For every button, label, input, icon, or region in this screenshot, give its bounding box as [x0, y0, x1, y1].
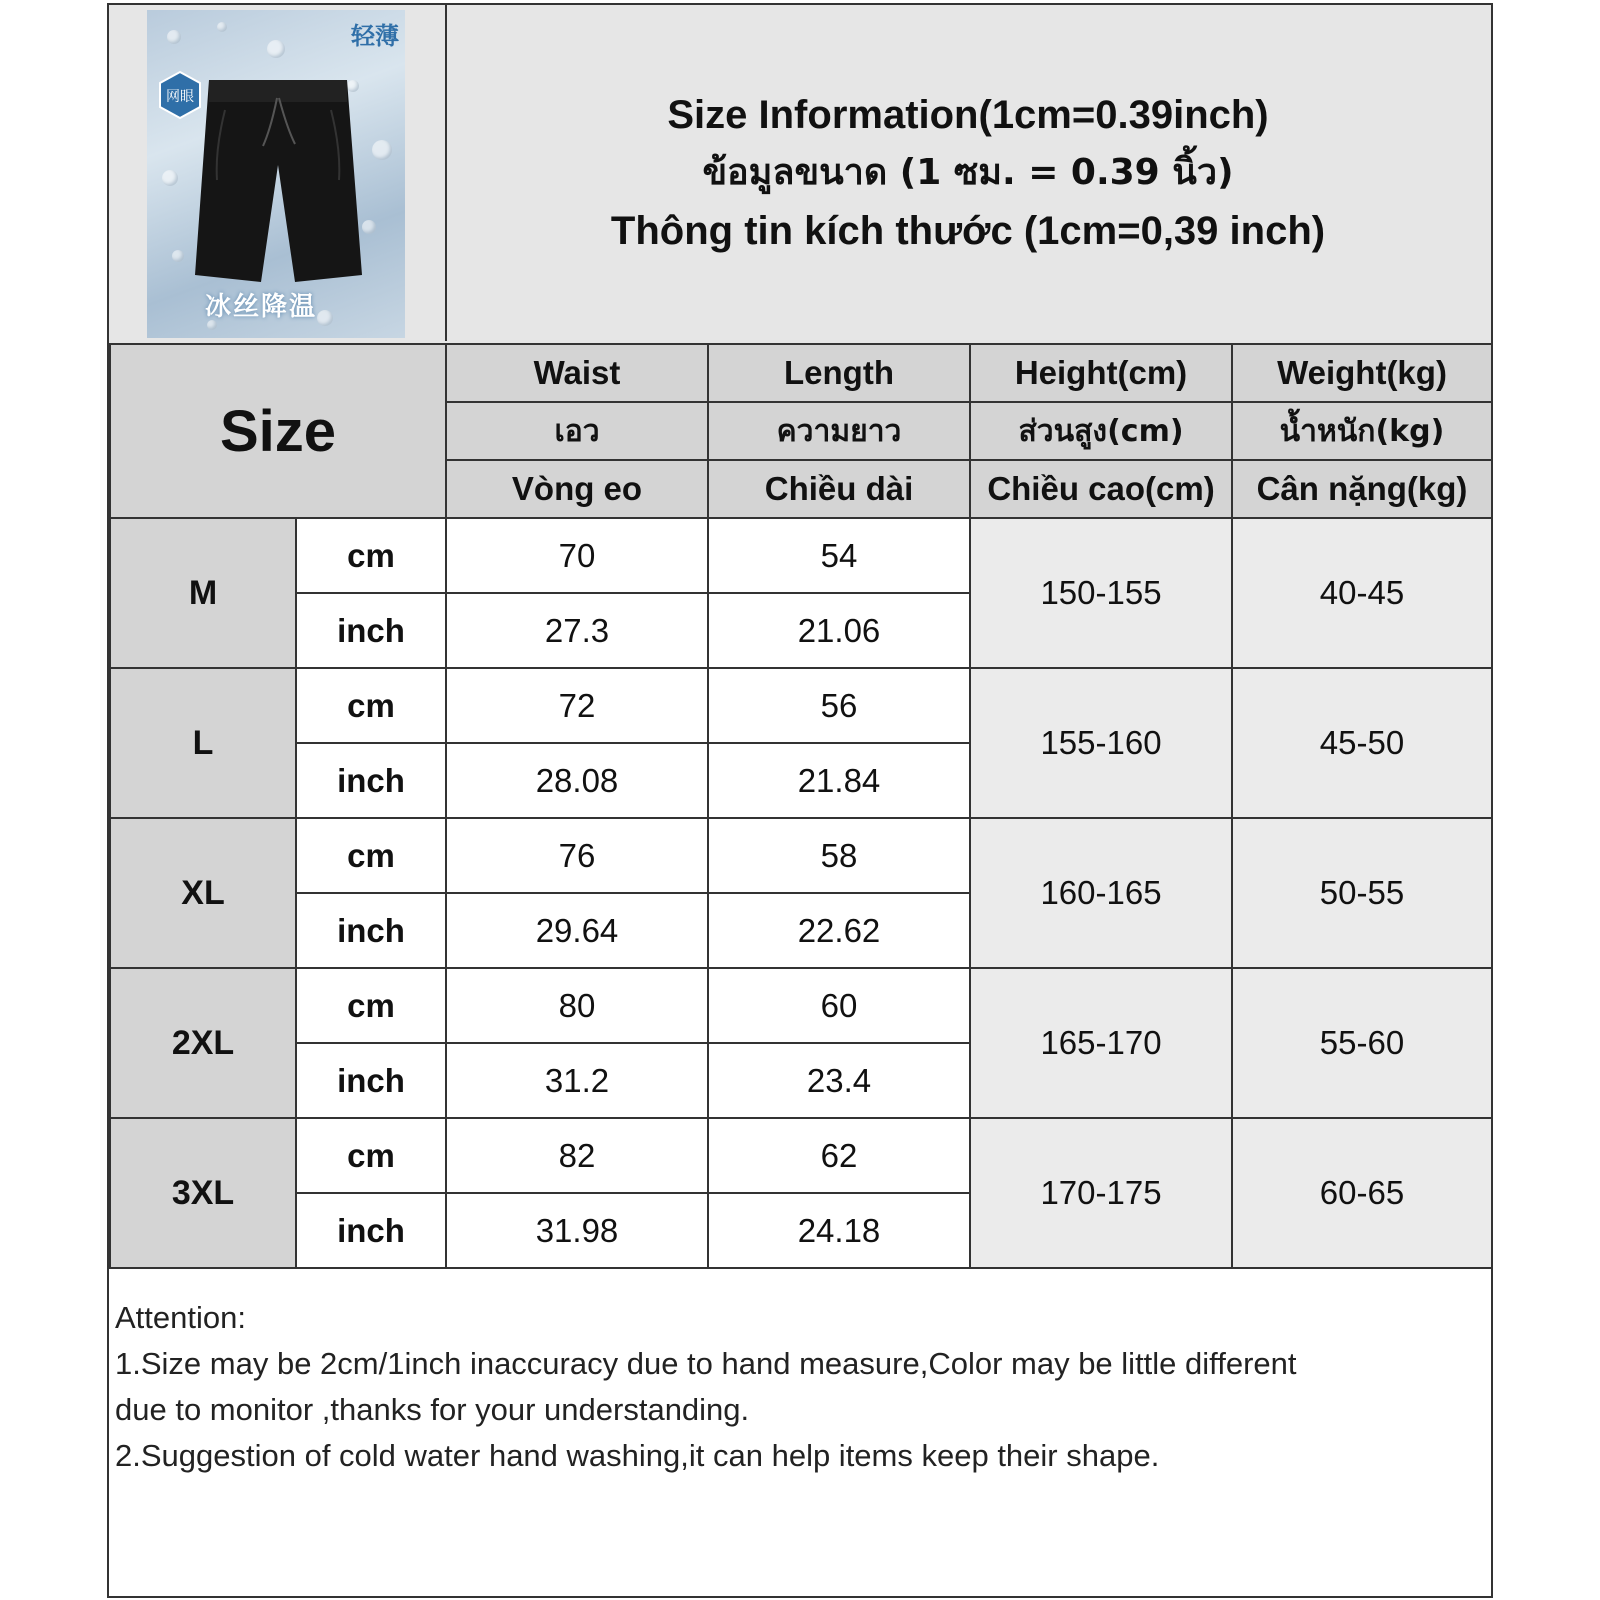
size-table	[109, 343, 1493, 1269]
col-weight-vi: Cân nặng(kg)	[1232, 460, 1492, 518]
col-weight-en: Weight(kg)	[1232, 344, 1492, 402]
title-block	[445, 5, 1491, 341]
col-height-vi: Chiều cao(cm)	[970, 460, 1232, 518]
table-row	[110, 818, 1492, 893]
waist-inch: 29.64	[446, 893, 708, 968]
unit-inch: inch	[296, 1193, 446, 1268]
size-label: 2XL	[110, 968, 296, 1118]
height-range: 155-160	[970, 668, 1232, 818]
ice-silk-tag: 冰丝降温	[205, 292, 318, 322]
size-label: XL	[110, 818, 296, 968]
waist-cm: 80	[446, 968, 708, 1043]
unit-cm: cm	[296, 668, 446, 743]
title-english: Size Information(1cm=0.39inch)	[667, 93, 1269, 137]
unit-cm: cm	[296, 968, 446, 1043]
unit-cm: cm	[296, 1118, 446, 1193]
unit-inch: inch	[296, 743, 446, 818]
length-inch: 24.18	[708, 1193, 970, 1268]
table-row	[110, 968, 1492, 1043]
length-cm: 60	[708, 968, 970, 1043]
length-cm: 58	[708, 818, 970, 893]
col-height-th: ส่วนสูง(cm)	[970, 402, 1232, 460]
length-inch: 23.4	[708, 1043, 970, 1118]
col-length-th: ความยาว	[708, 402, 970, 460]
water-drop-icon	[162, 170, 178, 186]
header-row-english	[110, 344, 1492, 402]
waist-inch: 28.08	[446, 743, 708, 818]
unit-inch: inch	[296, 1043, 446, 1118]
height-range: 160-165	[970, 818, 1232, 968]
table-row	[110, 518, 1492, 593]
water-drop-icon	[267, 40, 285, 58]
product-photo-cell	[109, 5, 447, 341]
lightweight-tag: 轻薄	[351, 22, 399, 50]
height-range: 170-175	[970, 1118, 1232, 1268]
chart-header	[109, 5, 1491, 345]
water-drop-icon	[167, 30, 181, 44]
table-row	[110, 1118, 1492, 1193]
height-range: 150-155	[970, 518, 1232, 668]
water-drop-icon	[317, 310, 333, 326]
col-waist-th: เอว	[446, 402, 708, 460]
size-chart	[107, 3, 1493, 1598]
weight-range: 55-60	[1232, 968, 1492, 1118]
height-range: 165-170	[970, 968, 1232, 1118]
note-1-line-1: 1.Size may be 2cm/1inch inaccuracy due to hand measure,Color may be little different	[115, 1346, 1297, 1381]
length-inch: 21.84	[708, 743, 970, 818]
water-drop-icon	[217, 22, 227, 32]
product-photo	[147, 10, 405, 338]
waist-inch: 31.2	[446, 1043, 708, 1118]
unit-cm: cm	[296, 818, 446, 893]
waist-inch: 31.98	[446, 1193, 708, 1268]
waist-cm: 76	[446, 818, 708, 893]
col-length-vi: Chiều dài	[708, 460, 970, 518]
title-thai: ข้อมูลขนาด (1 ซม. = 0.39 นิ้ว)	[702, 152, 1234, 193]
notes-heading: Attention:	[115, 1300, 246, 1335]
table-row	[110, 668, 1492, 743]
unit-inch: inch	[296, 593, 446, 668]
waist-cm: 82	[446, 1118, 708, 1193]
attention-notes	[115, 1295, 1485, 1479]
mesh-badge-label: 网眼	[166, 89, 194, 105]
length-cm: 54	[708, 518, 970, 593]
col-length-en: Length	[708, 344, 970, 402]
waist-inch: 27.3	[446, 593, 708, 668]
waist-cm: 70	[446, 518, 708, 593]
col-weight-th: น้ำหนัก(kg)	[1232, 402, 1492, 460]
unit-inch: inch	[296, 893, 446, 968]
col-height-en: Height(cm)	[970, 344, 1232, 402]
weight-range: 45-50	[1232, 668, 1492, 818]
size-label: L	[110, 668, 296, 818]
size-label: M	[110, 518, 296, 668]
note-2: 2.Suggestion of cold water hand washing,it can help items keep their shape.	[115, 1438, 1160, 1473]
length-inch: 21.06	[708, 593, 970, 668]
title-vietnamese: Thông tin kích thước (1cm=0,39 inch)	[610, 209, 1326, 253]
length-cm: 62	[708, 1118, 970, 1193]
weight-range: 60-65	[1232, 1118, 1492, 1268]
length-cm: 56	[708, 668, 970, 743]
unit-cm: cm	[296, 518, 446, 593]
weight-range: 40-45	[1232, 518, 1492, 668]
note-1-line-2: due to monitor ,thanks for your understanding.	[115, 1392, 750, 1427]
size-heading: Size	[110, 344, 446, 518]
col-waist-vi: Vòng eo	[446, 460, 708, 518]
col-waist-en: Waist	[446, 344, 708, 402]
weight-range: 50-55	[1232, 818, 1492, 968]
length-inch: 22.62	[708, 893, 970, 968]
black-shorts-icon	[177, 70, 377, 290]
size-label: 3XL	[110, 1118, 296, 1268]
waist-cm: 72	[446, 668, 708, 743]
